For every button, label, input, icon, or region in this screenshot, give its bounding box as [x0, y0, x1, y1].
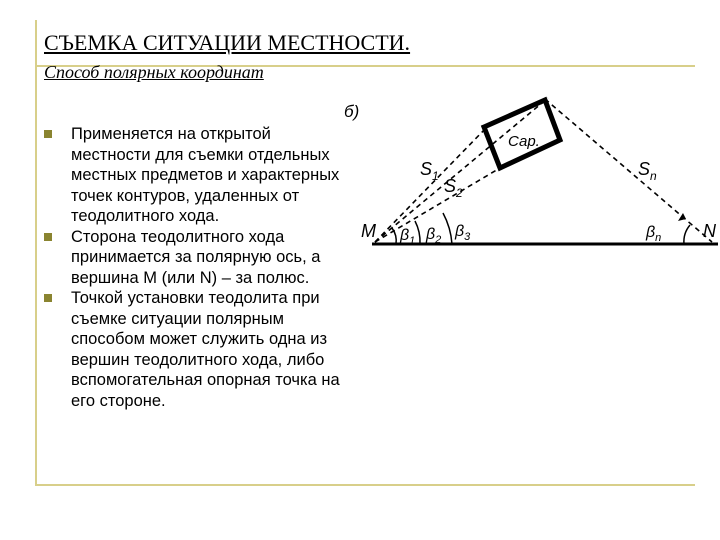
- slide-bottom-rule: [35, 484, 695, 486]
- ray-sn: [545, 99, 712, 242]
- angle-b3-label: $\beta_3$: [455, 223, 471, 243]
- bullet-text: Точкой установки теодолита при съемке ситуации полярным способом может служить одна из вершин теодолитного хода, либо вспомогательная опорная точка на его стороне.: [71, 289, 340, 410]
- point-n-label: N: [703, 221, 716, 241]
- square-bullet-icon: [44, 294, 52, 302]
- angle-b1-label: $\beta_1$: [400, 227, 416, 247]
- bullet-text: Сторона теодолитного хода принимается за полярную ось, а вершина M (или N) – за полюс.: [71, 227, 321, 287]
- bullet-item: [42, 227, 352, 289]
- angle-arc-b2: [415, 221, 420, 244]
- angle-arc-b3: [443, 213, 452, 244]
- angle-bn-label: $\beta_n$: [646, 224, 662, 244]
- polar-coordinates-diagram: [340, 95, 720, 265]
- ray-s1: [375, 128, 486, 242]
- bullet-list: [42, 124, 352, 411]
- point-m-label: M: [361, 221, 376, 241]
- distance-s2-label: $S_2$: [444, 176, 463, 200]
- square-bullet-icon: [44, 233, 52, 241]
- angle-arrow-icon: [678, 213, 686, 221]
- bullet-item: [42, 124, 352, 227]
- panel-label: б): [344, 102, 360, 121]
- distance-s1-label: $S_1$: [420, 159, 439, 183]
- slide-title: СЪЕМКА СИТУАЦИИ МЕСТНОСТИ.: [44, 30, 411, 55]
- bullet-item: [42, 288, 352, 411]
- bullet-text: Применяется на открытой местности для съемки отдельных местных предметов и характерных точек контуров, удаленных от теодолитного хода.: [71, 125, 340, 225]
- distance-sn-label: $S_n$: [638, 159, 657, 183]
- square-bullet-icon: [44, 130, 52, 138]
- slide-subtitle: Способ полярных координат: [44, 62, 264, 82]
- angle-arc-bn: [684, 225, 690, 244]
- angle-b2-label: $\beta_2$: [426, 226, 442, 246]
- ray-to-corner: [375, 98, 548, 242]
- slide-frame-left-rule: [35, 20, 37, 485]
- angle-arc-b1: [392, 228, 396, 244]
- building-label: Сар.: [508, 133, 540, 150]
